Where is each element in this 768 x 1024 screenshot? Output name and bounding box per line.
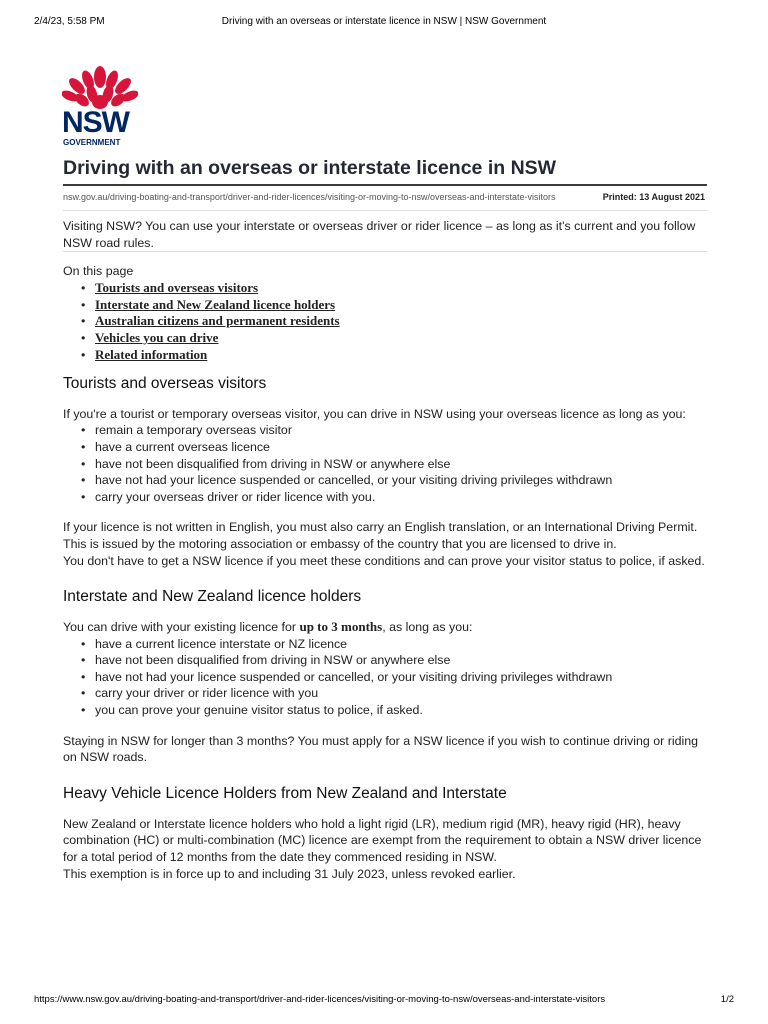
toc-item [95, 297, 711, 314]
source-url: nsw.gov.au/driving-boating-and-transport/driver-and-rider-licences/visiting-or-moving-to-nsw/overseas-and-interstate-visitors [63, 192, 556, 202]
tourists-lead: If you're a tourist or temporary overseas visitor, you can drive in NSW using your overseas licence as long as you: [63, 406, 686, 421]
on-this-page-list [63, 280, 711, 364]
list-item: • have not been disqualified from driving in NSW or anywhere else [95, 652, 711, 669]
list-item: • have not had your licence suspended or cancelled, or your visiting driving privileges withdrawn [95, 472, 711, 489]
tourists-conditions-list [63, 422, 711, 505]
footer-url: https://www.nsw.gov.au/driving-boating-and-transport/driver-and-rider-licences/visiting-or-moving-to-nsw/overseas-and-interstate-visitors [34, 994, 606, 1005]
toc-link-related[interactable]: Related information [95, 346, 208, 362]
toc-item [95, 313, 711, 330]
list-item: • have not been disqualified from driving in NSW or anywhere else [95, 456, 711, 473]
logo-subtext: GOVERNMENT [63, 138, 121, 147]
toc-link-tourists[interactable]: Tourists and overseas visitors [95, 279, 259, 295]
list-item: • have a current overseas licence [95, 439, 711, 456]
print-footer [34, 994, 734, 1008]
list-item: • carry your driver or rider licence with you [95, 685, 711, 702]
nsw-government-logo[interactable] [62, 66, 138, 146]
page-number: 1/2 [720, 994, 734, 1005]
divider [63, 251, 707, 252]
print-header [34, 16, 734, 30]
english-translation-note: If your licence is not written in English, you must also carry an English translation, or an International Driving Permit. This is issued by the motoring association or embassy of the country that you are licensed to drive in. [63, 520, 698, 551]
longer-stay-note: Staying in NSW for longer than 3 months? You must apply for a NSW licence if you wish to continue driving or riding on NSW roads. [63, 733, 698, 765]
no-nsw-licence-note: You don't have to get a NSW licence if you meet these conditions and can prove your visitor status to police, if asked. [63, 553, 705, 568]
toc-link-interstate[interactable]: Interstate and New Zealand licence holders [95, 296, 336, 312]
print-tab-title: Driving with an overseas or interstate licence in NSW | NSW Government [221, 16, 547, 27]
print-datetime: 2/4/23, 5:58 PM [34, 16, 105, 27]
section-heading-heavy-vehicle: Heavy Vehicle Licence Holders from New Zealand and Interstate [63, 784, 507, 802]
main-content [63, 218, 711, 882]
interstate-lead-end: , as long as you: [382, 620, 473, 635]
page-title: Driving with an overseas or interstate licence in NSW [63, 157, 557, 179]
page-meta-bar [63, 184, 707, 211]
heavy-vehicle-body: New Zealand or Interstate licence holders who hold a light rigid (LR), medium rigid (MR), heavy rigid (HR), heavy combination (HC) or multi-combination (MC) licence are exempt from the requirement to obtain a NSW driver licence for a total period of 12 months from the date they commenced residing in NSW. [63, 816, 702, 865]
printed-date: Printed: 13 August 2021 [602, 192, 705, 202]
interstate-lead-start: You can drive with your existing licence for [63, 620, 300, 635]
toc-item [95, 330, 711, 347]
toc-link-citizens[interactable]: Australian citizens and permanent residents [95, 313, 340, 329]
toc-link-vehicles[interactable]: Vehicles you can drive [95, 330, 219, 346]
logo-wordmark: NSW [62, 106, 129, 139]
list-item: • have not had your licence suspended or cancelled, or your visiting driving privileges withdrawn [95, 669, 711, 686]
toc-item [95, 347, 711, 364]
interstate-lead-duration: up to 3 months [299, 619, 383, 635]
toc-heading: On this page [63, 264, 134, 279]
exemption-note: This exemption is in force up to and including 31 July 2023, unless revoked earlier. [63, 866, 516, 881]
toc-item [95, 280, 711, 297]
list-item: • carry your overseas driver or rider licence with you. [95, 489, 711, 506]
section-heading-tourists: Tourists and overseas visitors [63, 374, 267, 392]
list-item: • you can prove your genuine visitor status to police, if asked. [95, 702, 711, 719]
interstate-conditions-list [63, 636, 711, 719]
interstate-lead [63, 619, 711, 636]
list-item: • have a current licence interstate or NZ licence [95, 636, 711, 653]
intro-text: Visiting NSW? You can use your interstate or overseas driver or rider licence – as long as it's current and you follow NSW road rules. [63, 219, 696, 250]
list-item: • remain a temporary overseas visitor [95, 422, 711, 439]
section-heading-interstate: Interstate and New Zealand licence holders [63, 588, 362, 606]
